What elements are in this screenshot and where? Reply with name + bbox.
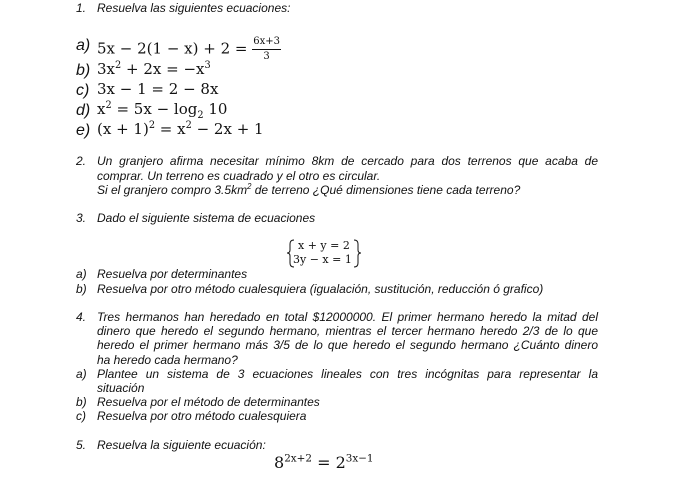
q2-line-2: comprar. Un terreno es cuadrado y el otro es circular. — [97, 169, 381, 183]
q1-item-a-equation: 5x − 2(1 − x) + 2 = $\frac{6x+3}{3}$ — [97, 36, 280, 62]
q4-item-a-line-1: Plantee un sistema de 3 ecuaciones lineales con tres incógnitas para representar la — [97, 367, 598, 381]
q2-number: 2. — [76, 154, 87, 168]
q3-item-b-text: Resuelva por otro método cualesquiera (igualación, sustitución, reducción ó grafico) — [97, 282, 544, 296]
q4-item-b-text: Resuelva por el método de determinantes — [97, 395, 320, 409]
q4-line-2: dinero que heredo el segundo hermano, mientras el tercer hermano heredo 2/3 de lo que — [97, 324, 598, 338]
q4-item-a-label: a) — [76, 367, 87, 381]
q1-text: Resuelva las siguientes ecuaciones: — [97, 1, 291, 15]
q1-number: 1. — [76, 1, 87, 15]
q1-item-c-label: c) — [76, 82, 90, 99]
system-equation-1: x + y = 2 — [298, 239, 350, 252]
q3-text: Dado el siguiente sistema de ecuaciones — [97, 211, 316, 225]
q4-item-b-label: b) — [76, 395, 87, 409]
q4-item-c-text: Resuelva por otro método cualesquiera — [97, 409, 307, 423]
q5-number: 5. — [76, 438, 87, 452]
system-equation-2: 3y − x = 1 — [293, 253, 352, 266]
q4-line-3: heredo el primer hermano más 3/5 de lo que heredo el segundo hermano ¿Cuánto dinero — [97, 338, 598, 352]
q3-item-a-text: Resuelva por determinantes — [97, 267, 248, 281]
q2-line-3: Si el granjero compro $3.5km^2$ de terreno ¿Qué dimensiones tiene cada terreno? — [97, 182, 521, 197]
q2-line-1: Un granjero afirma necesitar mínimo 8km de cercado para dos terrenos que acaba de — [97, 154, 598, 168]
q4-line-4: ha heredo cada hermano? — [97, 353, 238, 367]
q1-item-d-equation: $x^2 = 5x - \log_2 10$ — [97, 100, 228, 121]
q1-item-e-label: e) — [76, 122, 91, 139]
q1-item-a-label: a) — [76, 37, 91, 54]
q4-item-c-label: c) — [76, 409, 86, 423]
q3-item-a-label: a) — [76, 267, 87, 281]
fraction: $\frac{6x+3}{3}$ — [253, 36, 280, 62]
q1-item-d-label: d) — [76, 102, 91, 119]
q1-item-b-label: b) — [76, 62, 91, 79]
q3-item-b-label: b) — [76, 282, 87, 296]
q4-number: 4. — [76, 310, 87, 324]
q3-number: 3. — [76, 211, 87, 225]
q1-item-b-equation: $3x^2 + 2x = -x^3$ — [97, 60, 211, 78]
q5-equation: $8^{2x+2} = 2^{3x-1}$ — [274, 452, 374, 472]
q1-item-c-equation: 3x − 1 = 2 − 8x — [97, 80, 219, 98]
q4-item-a-line-2: situación — [97, 381, 145, 395]
q1-item-e-equation: $(x + 1)^2 = x^2 - 2x + 1$ — [97, 120, 264, 138]
q4-line-1: Tres hermanos han heredado en total $12000000. El primer hermano heredo la mitad del — [97, 310, 598, 324]
q5-text: Resuelva la siguiente ecuación: — [97, 438, 266, 452]
